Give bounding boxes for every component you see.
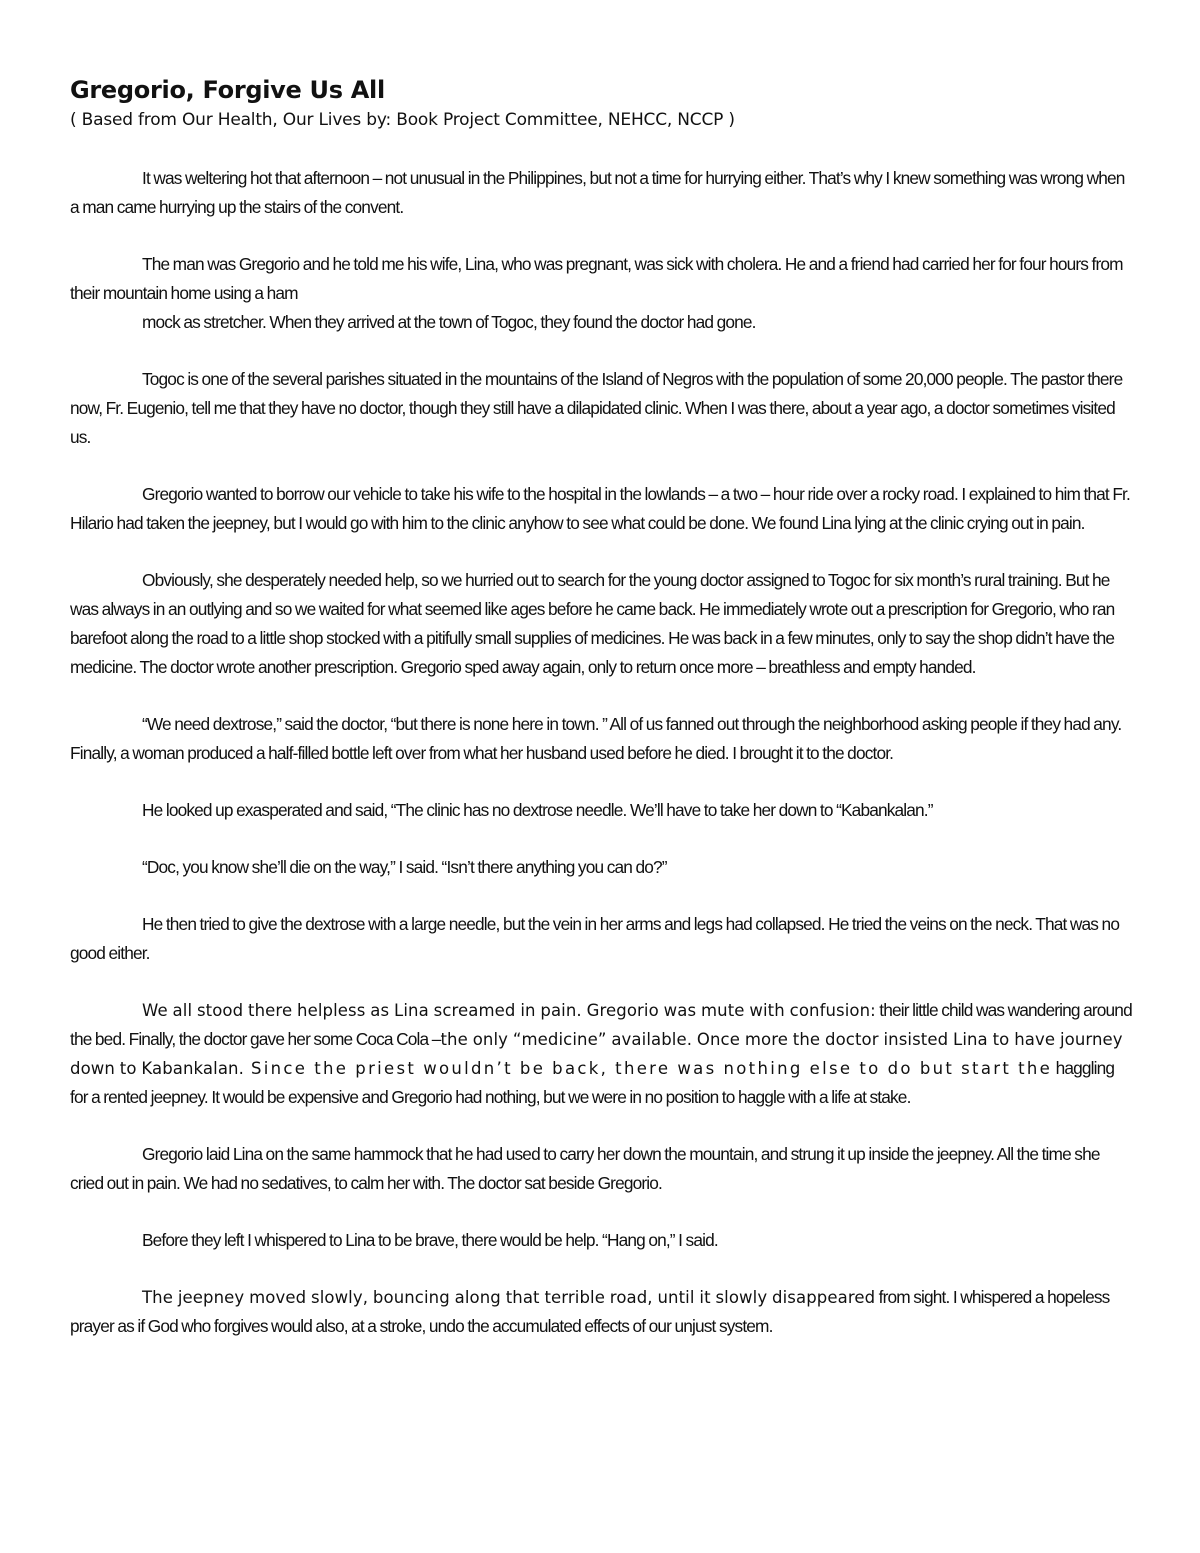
paragraph: Before they left I whispered to Lina to be brave, there would be help. “Hang on,” I said. — [142, 1230, 718, 1250]
paragraph: It was weltering hot that afternoon – not unusual in the Philippines, but not a time for hurrying either. That’s why I knew something was wrong when a man came hurrying up the stairs of the convent. — [70, 168, 1125, 217]
text-run: from sight. I whispered a hopeless prayer as if God who forgives would also, at a stroke, undo the accumulated effects of our unjust system. — [70, 1287, 1110, 1336]
text-run: the only “medicine” available. Once more the doctor insisted Lina to have journey down to Kabankalan. — [70, 1030, 1123, 1078]
text-run: Since the priest wouldn’t be back, there was nothing else to do but start the — [243, 1059, 1053, 1078]
paragraph-continuation: mock as stretcher. When they arrived at the town of Togoc, they found the doctor had gone. — [142, 312, 756, 332]
text-run: We all stood there helpless as Lina screamed in pain. Gregorio was mute with confusion: — [142, 1001, 876, 1020]
document-subtitle: ( Based from Our Health, Our Lives by: Book Project Committee, NEHCC, NCCP ) — [70, 110, 735, 130]
text-run: their little child was wandering around the bed. Finally, the doctor gave her some Coca Cola – — [70, 1000, 1132, 1049]
paragraph: The man was Gregorio and he told me his wife, Lina, who was pregnant, was sick with cholera. He and a friend had carried her for four hours from their mountain home using a ham — [70, 254, 1123, 303]
text-run: haggling for a rented jeepney. It would be expensive and Gregorio had nothing, but we were in no position to haggle with a life at stake. — [70, 1058, 1115, 1107]
paragraph: Gregorio laid Lina on the same hammock that he had used to carry her down the mountain, and strung it up inside the jeepney. All the time she cried out in pain. We had no sedatives, to calm her with. The doctor sat beside Gregorio. — [70, 1144, 1100, 1193]
paragraph-mixed-spacing — [70, 996, 1135, 1112]
text-run: The jeepney moved slowly, bouncing along that terrible road, until it slowly disappeared — [142, 1288, 876, 1307]
paragraph: “We need dextrose,” said the doctor, “but there is none here in town. ” All of us fanned out through the neighborhood asking people if they had any. Finally, a woman produced a half-filled bottle left over from what her husband used before he died. I brought it to the doctor. — [70, 714, 1122, 763]
paragraph: Obviously, she desperately needed help, so we hurried out to search for the young doctor assigned to Togoc for six month’s rural training. But he was always in an outlying and so we waited for what seemed like ages before he came back. He immediately wrote out a prescription for Gregorio, who ran barefoot along the road to a little shop stocked with a pitifully small supplies of medicines. He was back in a few minutes, only to say the shop didn’t have the medicine. The doctor wrote another prescription. Gregorio sped away again, only to return once more – breathless and empty handed. — [70, 570, 1115, 677]
document-title: Gregorio, Forgive Us All — [70, 76, 385, 104]
paragraph: “Doc, you know she’ll die on the way,” I said. “Isn’t there anything you can do?” — [142, 857, 667, 877]
document-body — [70, 164, 1135, 1341]
paragraph: Togoc is one of the several parishes situated in the mountains of the Island of Negros with the population of some 20,000 people. The pastor there now, Fr. Eugenio, tell me that they have no doctor, though they still have a dilapidated clinic. When I was there, about a year ago, a doctor sometimes visited us. — [70, 369, 1123, 447]
paragraph: He looked up exasperated and said, “The clinic has no dextrose needle. We’ll have to take her down to “Kabankalan.” — [142, 800, 933, 820]
document-page — [70, 74, 1135, 1369]
paragraph: Gregorio wanted to borrow our vehicle to take his wife to the hospital in the lowlands – a two – hour ride over a rocky road. I explained to him that Fr. Hilario had taken the jeepney, but I would go with him to the clinic anyhow to see what could be done. We found Lina lying at the clinic crying out in pain. — [70, 484, 1130, 533]
paragraph-final — [70, 1283, 1135, 1341]
paragraph: He then tried to give the dextrose with a large needle, but the vein in her arms and legs had collapsed. He tried the veins on the neck. That was no good either. — [70, 914, 1120, 963]
